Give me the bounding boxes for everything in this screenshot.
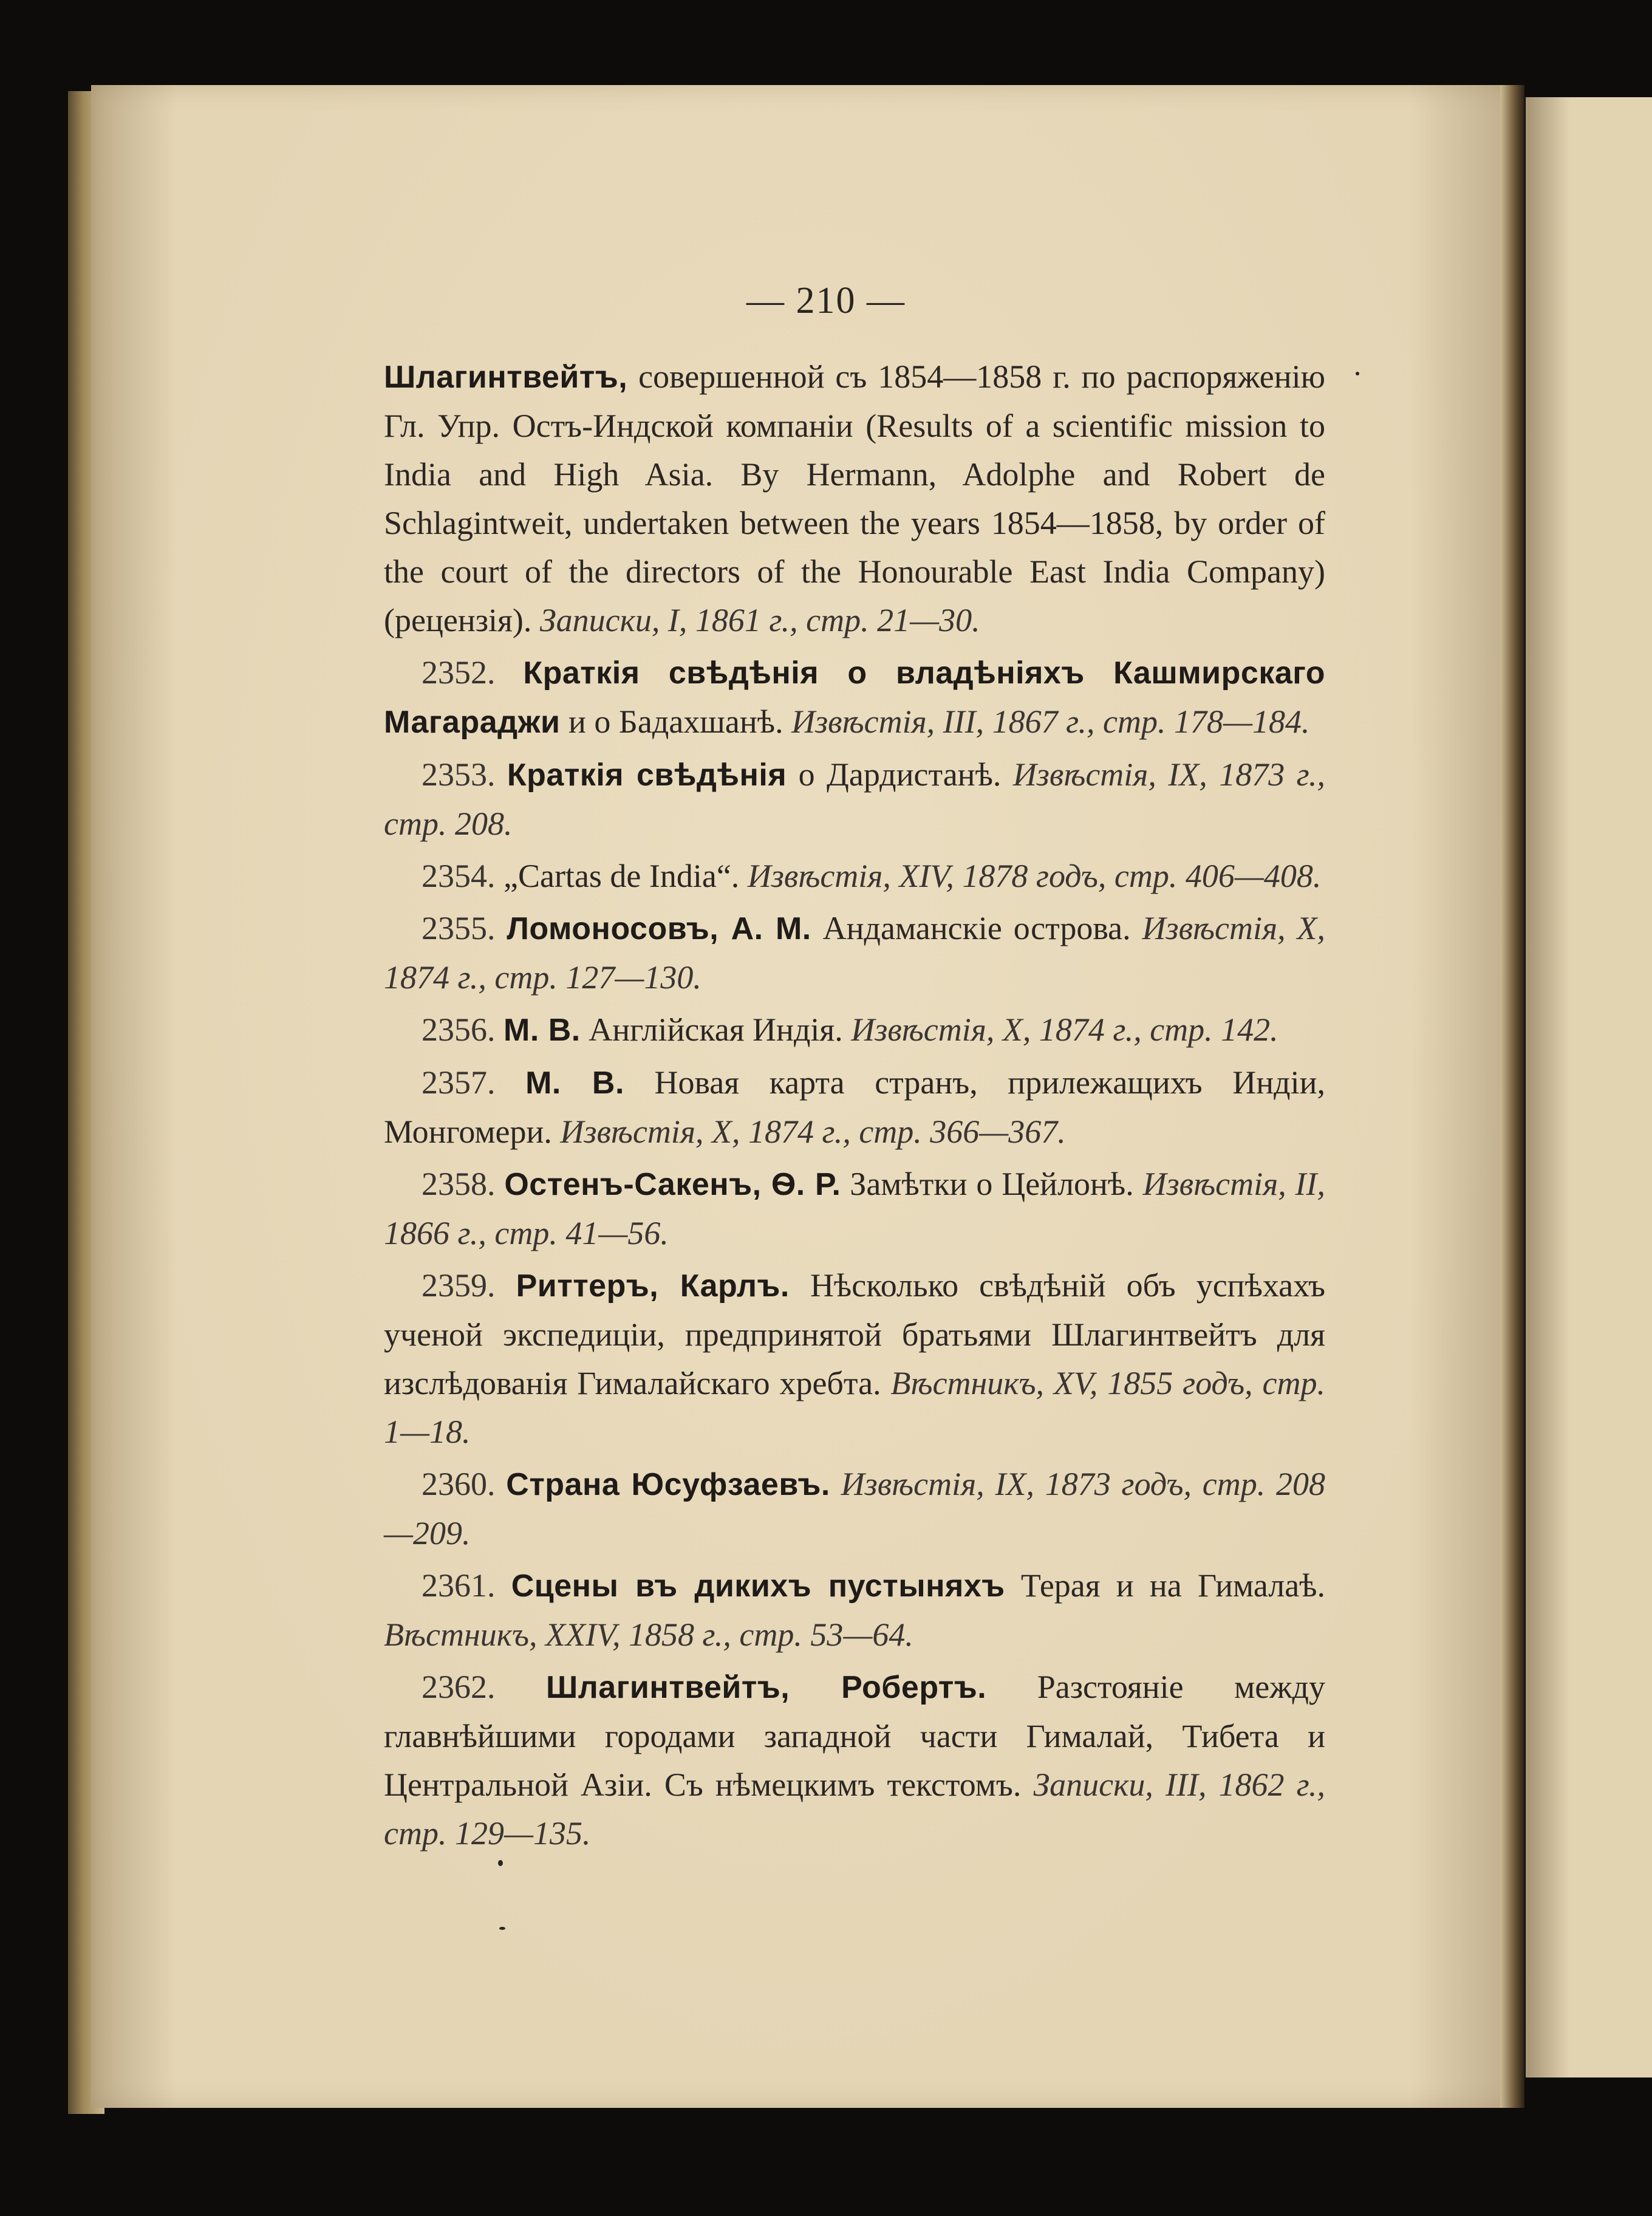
entry-author: Риттеръ, Карлъ. xyxy=(516,1268,790,1304)
entry-citation: Извѣстія, IX, 1873 г., стр. 208. xyxy=(384,756,1325,842)
entry-author: Краткія свѣдѣнія xyxy=(507,757,787,793)
bibliography-entry xyxy=(384,1058,1325,1156)
ink-speck xyxy=(499,1927,505,1930)
entry-citation: Извѣстія, II, 1866 г., стр. 41—56. xyxy=(384,1166,1326,1251)
bibliography-entry xyxy=(384,1160,1325,1257)
entry-number: 2361. xyxy=(422,1567,496,1604)
entry-citation: Вѣстникъ, XXIV, 1858 г., стр. 53—64. xyxy=(384,1616,913,1653)
entry-citation: Вѣстникъ, XV, 1855 годъ, стр. 1—18. xyxy=(384,1365,1325,1450)
entry-citation: Записки, III, 1862 г., стр. 129—135. xyxy=(384,1766,1325,1852)
entry-citation: Извѣстія, III, 1867 г., стр. 178—184. xyxy=(791,703,1310,740)
bibliography-entry xyxy=(384,1261,1325,1456)
facing-page-edge xyxy=(1526,97,1652,2078)
entry-text: и о Бадахшанѣ. xyxy=(560,703,792,740)
entry-author: Страна Юсуфзаевъ. xyxy=(506,1467,830,1502)
entry-text: Новая карта странъ, прилежащихъ Индіи, Монгомери. xyxy=(384,1064,1326,1150)
entry-number: 2353. xyxy=(422,756,496,793)
entry-number: 2362. xyxy=(422,1669,496,1705)
page-number: — 210 — xyxy=(746,280,906,321)
bibliography-entry xyxy=(384,1663,1325,1858)
entry-citation: Извѣстія, XIV, 1878 годъ, стр. 406—408. xyxy=(747,858,1322,894)
entry-citation: Извѣстія, X, 1874 г., стр. 142. xyxy=(851,1011,1278,1048)
entry-citation: Извѣстія, IX, 1873 годъ, стр. 208—209. xyxy=(384,1466,1326,1551)
entry-author: Остенъ-Сакенъ, Ѳ. Р. xyxy=(504,1167,841,1202)
ink-speck xyxy=(498,1860,503,1866)
entry-text: Терая и на Гималаѣ. xyxy=(1005,1567,1325,1604)
bibliography-entry xyxy=(384,648,1325,747)
bibliography-entry xyxy=(384,352,1325,645)
bibliography-entry xyxy=(384,1005,1325,1055)
entry-author: Краткія свѣдѣнія о владѣніяхъ Кашмирскаго Магараджи xyxy=(384,655,1325,740)
entry-text: совершенной съ 1854—1858 г. по распоряженію Гл. Упр. Остъ-Индской компаніи (Results of a scientific mission to India and High Asia. By Hermann, Adolphe and Robert de Schlagintweit, undertaken between the years 1854—1858, by order of the court of the directors of the Honourable East India Company) (рецензія). xyxy=(384,358,1325,638)
book-gutter xyxy=(1500,85,1524,2108)
entry-author: Ломоносовъ, А. М. xyxy=(507,911,811,946)
entry-number: 2354. xyxy=(422,858,496,894)
entry-author: Шлагинтвейтъ, Робертъ. xyxy=(546,1670,987,1705)
entry-text: Нѣсколько свѣдѣній объ успѣхахъ ученой экспедиціи, предпринятой братьями Шлагинтвейтъ для изслѣдованія Гималайскаго хребта. xyxy=(384,1267,1326,1401)
bibliography-entry xyxy=(384,852,1325,900)
entry-text xyxy=(830,1466,841,1502)
entry-author: М. В. xyxy=(525,1065,624,1101)
ink-speck xyxy=(1356,372,1359,375)
entry-author: М. В. xyxy=(503,1013,581,1048)
entry-text: „Cartas de India“. xyxy=(503,858,748,894)
entry-text: Разстояніе между главнѣйшими городами западной части Гималай, Тибета и Центральной Азіи. Съ нѣмецкимъ текстомъ. xyxy=(384,1669,1325,1803)
bibliography-list xyxy=(384,352,1325,1861)
entry-number: 2357. xyxy=(422,1064,496,1101)
entry-text: о Дардистанѣ. xyxy=(787,756,1013,793)
entry-number: 2356. xyxy=(422,1011,496,1048)
entry-text: Англійская Индія. xyxy=(580,1011,852,1048)
bibliography-entry xyxy=(384,750,1325,848)
entry-author: Шлагинтвейтъ, xyxy=(384,360,628,395)
entry-text: Андаманскіе острова. xyxy=(811,910,1142,946)
entry-number: 2352. xyxy=(422,654,496,691)
bibliography-entry xyxy=(384,1460,1325,1558)
bibliography-entry xyxy=(384,904,1325,1002)
entry-number: 2360. xyxy=(422,1466,496,1502)
entry-author: Сцены въ дикихъ пустыняхъ xyxy=(511,1568,1005,1604)
entry-citation: Извѣстія, X, 1874 г., стр. 366—367. xyxy=(560,1113,1066,1150)
bibliography-entry xyxy=(384,1561,1325,1659)
entry-text: Замѣтки о Цейлонѣ. xyxy=(841,1166,1143,1202)
entry-citation: Записки, I, 1861 г., стр. 21—30. xyxy=(539,602,980,638)
entry-number: 2355. xyxy=(422,910,496,946)
entry-number: 2359. xyxy=(422,1267,496,1304)
entry-citation: Извѣстія, X, 1874 г., стр. 127—130. xyxy=(384,910,1325,996)
entry-number: 2358. xyxy=(422,1166,496,1202)
